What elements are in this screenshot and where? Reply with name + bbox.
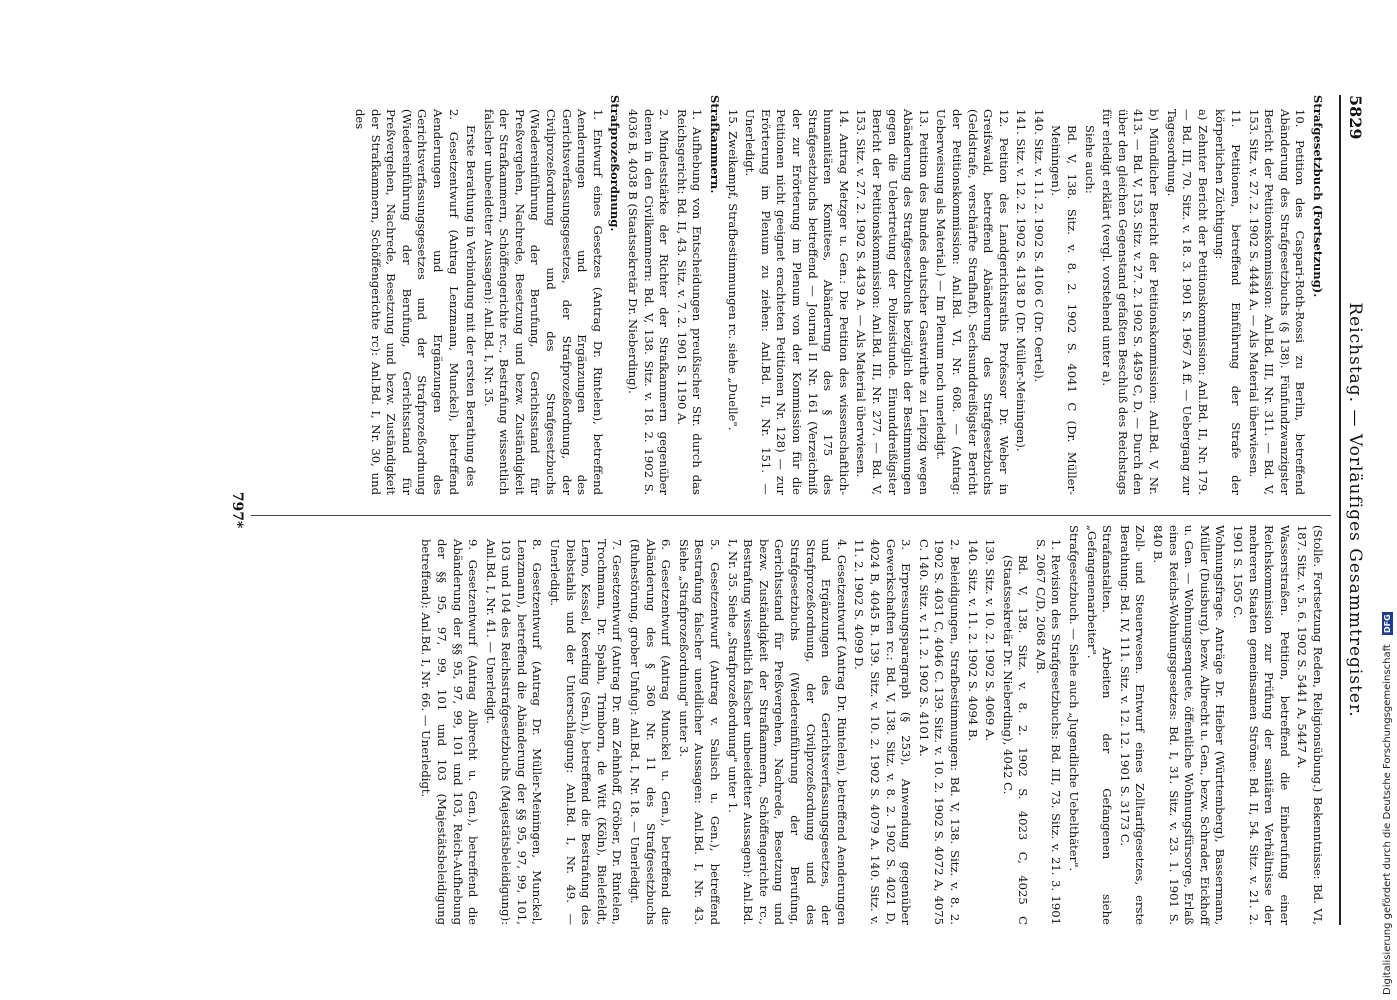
register-entry: Strafprozeßordnung.: [608, 95, 623, 232]
register-entry: 140. Sitz. v. 11. 2. 1902 S. 4094 B.: [965, 539, 980, 742]
column-separator: [251, 515, 1331, 516]
digitization-note-text: Digitalisierung gefördert durch die Deutsche Forschungsgemeinschaft: [1382, 644, 1393, 995]
register-entry: 4. Gesetzentwurf (Antrag Dr. Rintelen), betreffend Aenderungen und Ergänzungen des Gerichtsverfassungsgesetzes, der Strafprozeßordnung, der Civilprozeßordnung und des Strafgesetzbuchs (Wiedereinführung der Berufung, Gerichtsstand für Preßvergehen, Nachrede, Besetzung und bezw. Zuständigkeit der Strafkammern, Schöffengerichte rc., Bestrafung wissentlich falscher unbeeidetter Aussagen): Anl.Bd. I, Nr. 35. Siehe „Strafprozeßordnung" unter 1.: [725, 539, 849, 925]
register-entry: Siehe auch:: [1082, 125, 1097, 194]
register-entry: 140. Sitz. v. 11. 2. 1902 S. 4106 C (Dr. Oertel).: [1031, 109, 1046, 383]
register-entry: 5. Gesetzentwurf (Antrag v. Salisch u. Gen.), betreffend Bestrafung falscher uneidlicher Aussagen: Anl.Bd. I, Nr. 43. Siehe „Strafprozeßordnung" unter 3.: [676, 539, 723, 925]
register-entry: Zoll- und Steuerwesen. Entwurf eines Zolltarifgesetzes, erste Berathung: Bd. IV, 111. Sitz. v. 12. 12. 1901 S. 3173 C.: [1117, 525, 1148, 925]
register-entry: Strafgesetzbuch. — Siehe auch „Jugendliche Uebelthäter".: [1067, 525, 1082, 872]
register-entry: b) Mündlicher Bericht der Petitionskommission: Anl.Bd. V, Nr. 413. — Bd. V, 153. Sitz. v. 27. 2. 1902 S. 4459 C, D. — Durch den über den gleichen Gegenstand gefaßten Beschluß des Reichstags für erledigt erklärt (vergl. vorstehend unter a).: [1100, 109, 1162, 495]
register-entry: 9. Gesetzentwurf (Antrag Albrecht u. Gen.), betreffend die Abänderung der §§ 95, 97, 99, 101 und 103, Reich-Aufhebung der §§ 95, 97, 99, 101 und 103 (Majestätsbeleidigung betreffend): Anl.Bd. I, Nr. 66. — Unerledigt.: [419, 539, 481, 925]
register-entry: 2. Mindeststärke der Richter der Strafkammern gegenüber denen in den Civilkammern: Bd. V, 138. Sitz. v. 18. 2. 1902 S. 4036 B, 4038 B (Staatssekretär Dr. Nieberding).: [626, 109, 672, 495]
register-entry: Bd. V, 138. Sitz. v. 8. 2. 1902 S. 4041 C (Dr. Müller-Meiningen).: [1049, 125, 1080, 495]
register-entry: Strafanstalten. Arbeiten der Gefangenen siehe „Gefangenenarbeiter".: [1084, 525, 1115, 925]
register-entry: 12. Petition des Landgerichtsraths Professor Dr. Weber in Greifswald, betreffend Abänderung des Strafgesetzbuchs (Geldstrafe, verschärfte Strafhaft). Sechsunddreißigster Bericht der Petitionskommission: Anl.Bd. VI, Nr. 608. — (Antrag: Ueberweisung als Material.) — Im Plenum noch unerledigt.: [934, 109, 1011, 495]
register-entry: Strafkammern.: [708, 95, 723, 194]
register-entry: (Stolle. Fortsetzung Reden, Religionsübung.) Bekenntnisse: Bd. VI, 187. Sitz. v. 5. 6. 1902 S. 5441 A, 5447 A.: [1295, 525, 1325, 925]
register-entry: 7. Gesetzentwurf (Antrag Dr. am Zehnhoff, Gröber, Dr. Rintelen, Trochmann, Dr. Spahn, Trimborn, de Witt (Köln), Bielefeldt, Lerno, Kessel, Koerding (Sen.)), betreffend die Bestrafung des Diebstahls und der Unterschlagung: Anl.Bd. I, Nr. 49. — Unerledigt.: [548, 539, 625, 925]
page-number-top: 5829: [1346, 95, 1365, 140]
register-entry: Bd. V, 138. Sitz. v. 8. 2. 1902 S. 4023 C, 4025 C (Staatssekretär Dr. Nieberding), 4042 C.: [1000, 555, 1031, 925]
register-entry: 11. Petitionen, betreffend Einführung der Strafe der körperlichen Züchtigung:: [1213, 109, 1244, 495]
register-entry: 2. Gesetzentwurf (Antrag Lenzmann, Munckel), betreffend Aenderungen und Ergänzungen des Gerichtsverfassungsgesetzes und der Strafprozeßordnung (Wiedereinführung der Berufung, Gerichtsstand für Preßvergehen, Nachrede, Besetzung und bezw. Zuständigkeit der Strafkammern, Schöffengerichte rc): Anl.Bd. I, Nr. 30, und des: [352, 109, 461, 495]
register-entry: 14. Antrag Metzger u. Gen.: Die Petition des wissenschaftlich-humanitären Komitees, Abänderung des § 175 des Strafgesetzbuchs betreffend — Journal II Nr. 161 (Verzeichniß der zur Erörterung im Plenum von der Kommission für die Petitionen nicht geeignet erachteten Petitionen Nr. 128) — zur Erörterung im Plenum zu ziehen: Anl.Bd. II, Nr. 151. — Unerledigt.: [743, 109, 851, 495]
register-entry: 1. Aufhebung von Entscheidungen preußischer Str. durch das Reichsgericht: Bd. II, 43. Sitz. v. 7. 2. 1901 S. 1190 A.: [674, 109, 705, 495]
digitization-note: [1382, 612, 1393, 995]
register-entry: 8. Gesetzentwurf (Antrag Dr. Müller-Meiningen, Munckel, Lenzmann), betreffend die Abänderung der §§ 95, 97, 99, 101, 103 und 104 des Reichsstrafgesetzbuchs (Majestätsbeleidigung): Anl.Bd. I, Nr. 41. — Unerledigt.: [483, 539, 545, 925]
register-entry: 2. Beleidigungen, Strafbestimmungen: Bd. V, 138. Sitz. v. 8. 2. 1902 S. 4031 C, 4046 C. 139. Sitz. v. 10. 2. 1902 S. 4072 A, 4075 C. 140. Sitz. v. 11. 2. 1902 S. 4101 A.: [916, 539, 962, 925]
left-column: [349, 95, 1325, 495]
register-entry: Wohnungsfrage. Anträge Dr. Hieber (Württemberg), Bassermann, Müller (Duisburg), bezw. Albrecht u. Gen., bezw. Schrader, Eickhoff u. Gen. — Wohnungsenquete, öffentliche Wohnungsfürsorge, Erlaß eines Reichs-Wohnungsgesetzes: Bd. I, 31. Sitz. v. 23. 1. 1901 S. 840 B.: [1151, 525, 1228, 925]
register-entry: 1. Entwurf eines Gesetzes (Antrag Dr. Rintelen), betreffend Aenderungen und Ergänzungen des Gerichtsverfassungsgesetzes, der Strafprozeßordnung, der Civilprozeßordnung und des Strafgesetzbuchs (Wiedereinführung der Berufung, Gerichtsstand für Preßvergehen, Nachrede, Besetzung und bezw. Zuständigkeit der Strafkammern, Schöffengerichte rc., Bestrafung wissentlich falscher unbeeidetter Aussagen): Anl.Bd. I, Nr. 35.: [481, 109, 605, 495]
register-entry: Wasserstraßen. Petition, betreffend die Einberufung einer Reichskommission zur Prüfung der sanitären Verhältnisse der mehreren Staaten gemeinsamen Ströme: Bd. II, 54. Sitz. v. 21. 2. 1901 S. 1505 C.: [1231, 525, 1292, 925]
page-footer-number: 797*: [229, 491, 245, 529]
register-entry: Erste Berathung in Verbindung mit der ersten Berathung des: [464, 125, 479, 487]
right-column: [416, 525, 1325, 925]
page-title: Reichstag. — Vorläufiges Gesammtregister.: [1345, 302, 1365, 718]
dfg-logo-icon: DFG: [1383, 614, 1392, 633]
register-entry: 1. Revision des Strafgesetzbuchs: Bd. III, 73. Sitz. v. 21. 3. 1901 S. 2067 C/D, 2068 A/B.: [1033, 539, 1064, 925]
register-entry: 141. Sitz. v. 12. 2. 1902 S. 4138 D (Dr. Müller-Meiningen).: [1014, 109, 1029, 452]
register-entry: 13. Petition des Bundes deutscher Gastwirthe zu Leipzig wegen Abänderung des Strafgesetzbuchs bezüglich der Bestimmungen gegen die Uebertretung der Polizeistunde. Einunddreißigster Bericht der Petitionskommission: Anl.Bd. III, Nr. 277. — Bd. V, 153. Sitz. v. 27. 2. 1902 S. 4439 A. — Als Material überwiesen.: [854, 109, 931, 495]
register-entry: Strafgesetzbuch (Fortsetzung).: [1311, 95, 1325, 298]
register-entry: 3. Erpressungsparagraph (§ 253), Anwendung gegenüber Gewerkschaften rc.: Bd. V, 138. Sitz. v. 8. 2. 1902 S. 4021 D, 4024 B, 4045 B. 139. Sitz. v. 10. 2. 1902 S. 4079 A. 140. Sitz. v. 11. 2. 1902 S. 4099 D.: [852, 539, 914, 925]
register-entry: 6. Gesetzentwurf (Antrag Munckel u. Gen.), betreffend die Abänderung des § 360 Nr. 11 des Strafgesetzbuchs (Ruhestörung, grober Unfug): Anl.Bd. I, Nr. 18. — Unerledigt.: [628, 539, 674, 925]
register-entry: a) Zehnter Bericht der Petitionskommission: Anl.Bd. II, Nr. 179. — Bd. III, 70. Sitz. v. 18. 3. 1901 S. 1967 A ff. — Uebergang zur Tagesordnung.: [1164, 109, 1210, 495]
page-header: [1337, 95, 1367, 925]
header-rule: [1339, 95, 1341, 925]
register-entry: 10. Petition des Caspari-Roth-Rossi zu Berlin, betreffend Abänderung des Strafgesetzbuchs (§ 138). Fünfundzwanzigster Bericht der Petitionskommission: Anl.Bd. III, Nr. 311. — Bd. V, 153. Sitz. v. 27. 2. 1902 S. 4444 A. — Als Material überwiesen.: [1246, 109, 1308, 495]
register-entry: 139. Sitz. v. 10. 2. 1902 S. 4069 A.: [983, 539, 998, 742]
register-entry: 15. Zweikampf, Strafbestimmungen rc. siehe „Duelle".: [725, 109, 740, 431]
